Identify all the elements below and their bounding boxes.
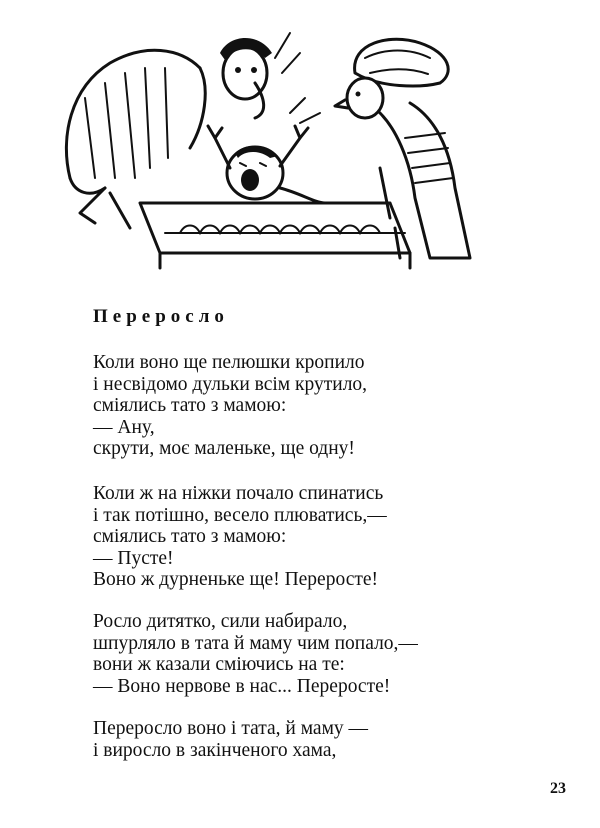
verse-line: Воно ж дурненьке ще! Переросте! <box>93 569 379 590</box>
verse-line: і несвідомо дульки всім крутило, <box>93 373 368 395</box>
verse-line: шпурляло в тата й маму чим попало,— <box>93 632 418 654</box>
stanza-2 <box>93 483 387 591</box>
verse-line: Коли воно ще пелюшки кропило <box>93 352 365 373</box>
verse-line: — Ану, <box>93 416 155 438</box>
verse-line: Коли ж на ніжки почало спинатись <box>93 483 384 504</box>
page-number: 23 <box>550 780 566 797</box>
family-crib-illustration-icon <box>50 28 500 273</box>
verse-line: Переросло воно і тата, й маму — <box>93 718 369 739</box>
stanza-3 <box>93 611 418 697</box>
verse-line: скрути, моє маленьке, ще одну! <box>93 438 355 459</box>
poem-title: Переросло <box>93 306 229 327</box>
verse-line: — Воно нервове в нас... Переросте! <box>93 675 391 697</box>
stanza-4 <box>93 718 368 761</box>
verse-line: Росло дитятко, сили набирало, <box>93 611 348 632</box>
verse-line: сміялись тато з мамою: <box>93 526 287 547</box>
verse-line: сміялись тато з мамою: <box>93 395 287 416</box>
verse-line: і виросло в закінченого хама, <box>93 739 337 761</box>
verse-line: вони ж казали сміючись на те: <box>93 654 345 675</box>
stanza-1 <box>93 352 367 460</box>
verse-line: і так потішно, весело плюватись,— <box>93 504 387 526</box>
verse-line: — Пусте! <box>93 547 174 569</box>
